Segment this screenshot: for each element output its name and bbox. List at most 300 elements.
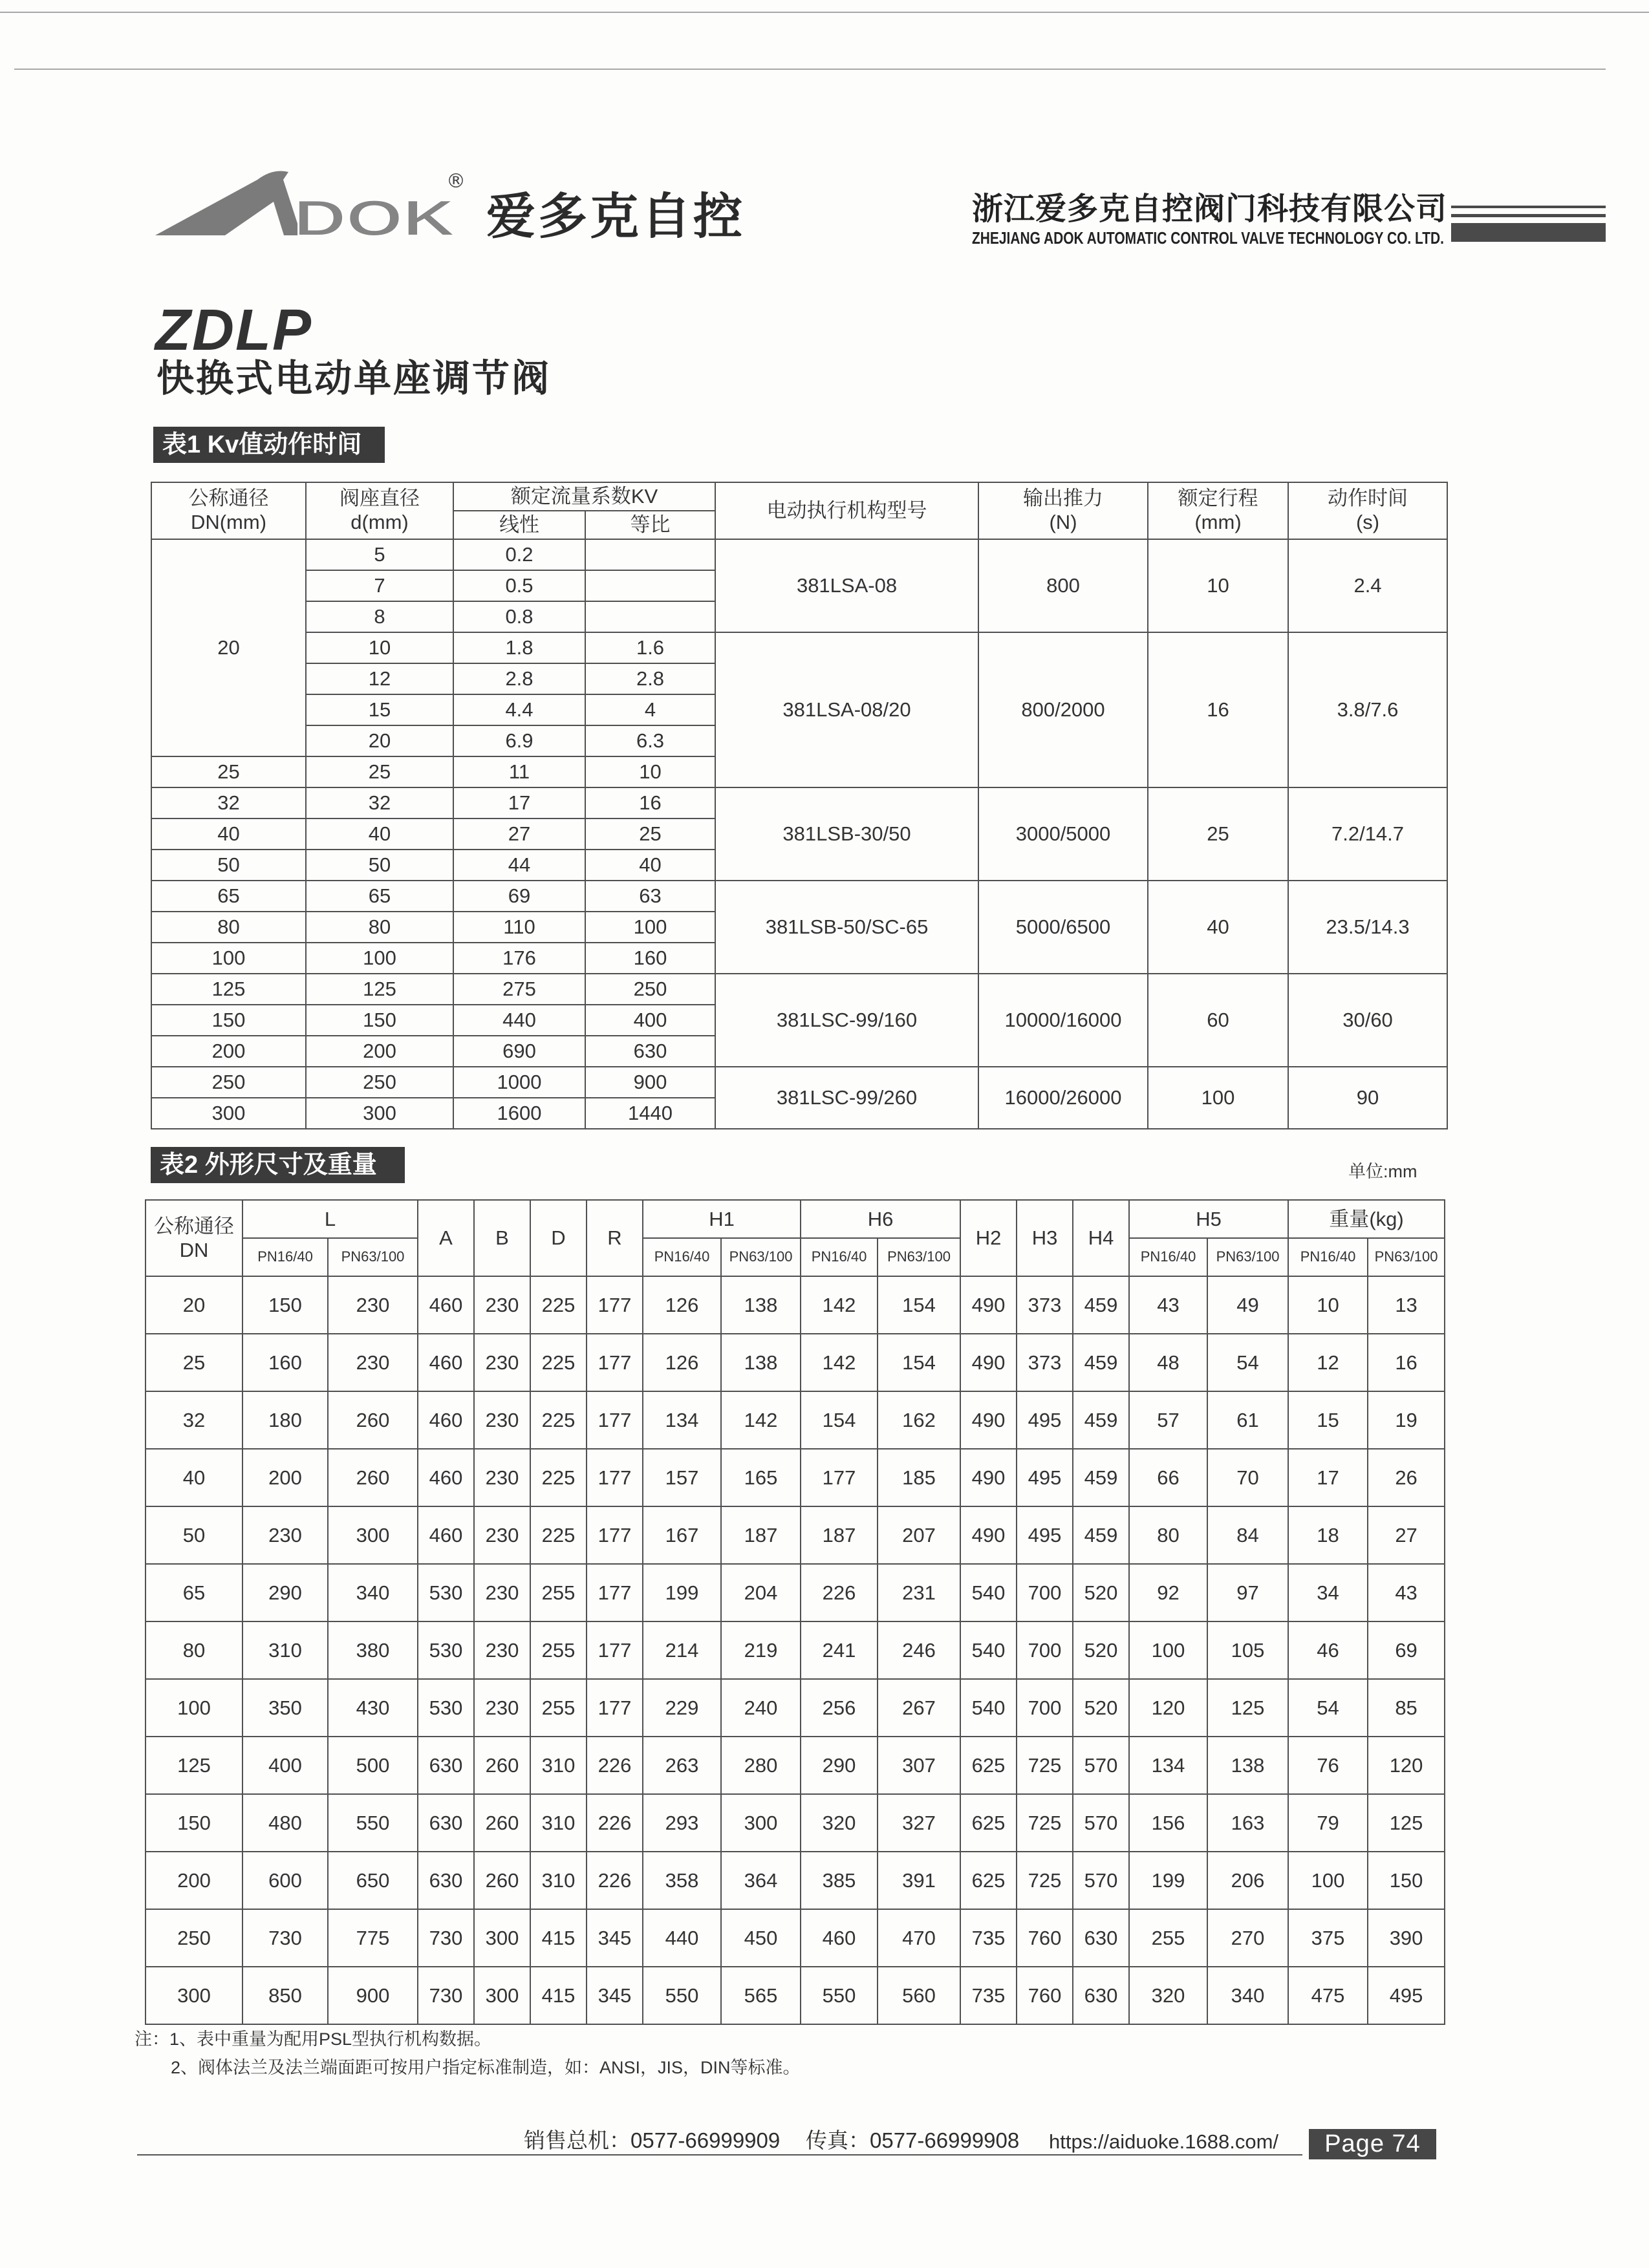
cell-h5-pn16-40: 255 bbox=[1129, 1909, 1207, 1967]
cell-h6-pn63-100: 154 bbox=[878, 1334, 960, 1391]
cell-b: 230 bbox=[474, 1564, 530, 1621]
cell-h1-pn63-100: 364 bbox=[721, 1852, 801, 1909]
header-nominal-diameter-text: DN bbox=[179, 1239, 209, 1261]
kv-linear-cell: 0.2 bbox=[453, 539, 585, 570]
seat-diameter-cell: 15 bbox=[306, 694, 453, 725]
cell-h2: 625 bbox=[960, 1794, 1017, 1852]
cell-weight-pn63-100: 19 bbox=[1368, 1391, 1445, 1449]
cell-l-pn63-100: 500 bbox=[328, 1737, 418, 1794]
kv-linear-cell: 4.4 bbox=[453, 694, 585, 725]
action-time-cell: 30/60 bbox=[1288, 974, 1447, 1067]
cell-l-pn16-40: 150 bbox=[242, 1276, 328, 1334]
company-name-en-block bbox=[972, 228, 1447, 248]
cell-l-pn16-40: 290 bbox=[242, 1564, 328, 1621]
cell-h2: 625 bbox=[960, 1737, 1017, 1794]
cell-h2: 490 bbox=[960, 1449, 1017, 1506]
seat-diameter-cell: 10 bbox=[306, 632, 453, 663]
cell-h5-pn16-40: 43 bbox=[1129, 1276, 1207, 1334]
cell-h5-pn16-40: 120 bbox=[1129, 1679, 1207, 1737]
header-dimension-r-text: R bbox=[607, 1226, 622, 1250]
seat-diameter-cell: 200 bbox=[306, 1036, 453, 1067]
table2-row bbox=[146, 1506, 1445, 1564]
cell-weight-pn16-40: 46 bbox=[1288, 1621, 1368, 1679]
cell-h2: 490 bbox=[960, 1506, 1017, 1564]
cell-h6-pn16-40: 241 bbox=[801, 1621, 878, 1679]
cell-r: 345 bbox=[587, 1909, 643, 1967]
cell-h4: 630 bbox=[1073, 1967, 1129, 2024]
cell-h5-pn63-100: 163 bbox=[1207, 1794, 1288, 1852]
cell-r: 177 bbox=[587, 1679, 643, 1737]
cell-h6-pn16-40: 290 bbox=[801, 1737, 878, 1794]
seat-diameter-cell: 5 bbox=[306, 539, 453, 570]
registered-mark: ® bbox=[446, 170, 466, 193]
cell-h5-pn16-40: 320 bbox=[1129, 1967, 1207, 2024]
cell-dn: 150 bbox=[146, 1794, 242, 1852]
cell-weight-pn16-40: 10 bbox=[1288, 1276, 1368, 1334]
header-nominal-diameter bbox=[146, 1200, 242, 1276]
cell-r: 226 bbox=[587, 1794, 643, 1852]
cell-b: 260 bbox=[474, 1852, 530, 1909]
header-height-h2 bbox=[960, 1200, 1017, 1276]
cell-r: 177 bbox=[587, 1621, 643, 1679]
unit-note: 单位:mm bbox=[1348, 1162, 1417, 1181]
cell-l-pn16-40: 600 bbox=[242, 1852, 328, 1909]
cell-h5-pn63-100: 97 bbox=[1207, 1564, 1288, 1621]
table2-row bbox=[146, 1794, 1445, 1852]
cell-h2: 540 bbox=[960, 1621, 1017, 1679]
rated-stroke-cell: 100 bbox=[1148, 1067, 1288, 1129]
nominal-diameter-cell: 32 bbox=[151, 787, 306, 818]
header-height-h1 bbox=[643, 1200, 801, 1238]
kv-equal-percentage-cell: 10 bbox=[585, 756, 715, 787]
header-height-h1-pn16-40: PN16/40 bbox=[643, 1238, 721, 1276]
cell-weight-pn63-100: 495 bbox=[1368, 1967, 1445, 2024]
cell-h6-pn63-100: 470 bbox=[878, 1909, 960, 1967]
header-dimension-a bbox=[418, 1200, 474, 1276]
cell-h5-pn63-100: 54 bbox=[1207, 1334, 1288, 1391]
cell-h1-pn16-40: 157 bbox=[643, 1449, 721, 1506]
header-seat-diameter-unit: d(mm) bbox=[350, 511, 409, 533]
seat-diameter-cell: 80 bbox=[306, 912, 453, 943]
cell-h4: 459 bbox=[1073, 1449, 1129, 1506]
cell-h6-pn16-40: 256 bbox=[801, 1679, 878, 1737]
header-kv-equal-percentage: 等比 bbox=[585, 511, 715, 539]
header-rated-kv: 额定流量系数KV bbox=[453, 482, 715, 511]
rated-stroke-cell: 60 bbox=[1148, 974, 1288, 1067]
table1-row bbox=[151, 1067, 1447, 1098]
cell-l-pn16-40: 160 bbox=[242, 1334, 328, 1391]
header-rule-thick bbox=[1451, 223, 1606, 242]
cell-dn: 65 bbox=[146, 1564, 242, 1621]
cell-h6-pn16-40: 320 bbox=[801, 1794, 878, 1852]
cell-dn: 100 bbox=[146, 1679, 242, 1737]
action-time-cell: 90 bbox=[1288, 1067, 1447, 1129]
cell-r: 177 bbox=[587, 1449, 643, 1506]
action-time-cell: 7.2/14.7 bbox=[1288, 787, 1447, 881]
nominal-diameter-cell: 40 bbox=[151, 818, 306, 850]
cell-a: 460 bbox=[418, 1334, 474, 1391]
rated-stroke-cell: 10 bbox=[1148, 539, 1288, 632]
cell-h4: 520 bbox=[1073, 1621, 1129, 1679]
cell-dn: 250 bbox=[146, 1909, 242, 1967]
header-height-h5-pn63-100: PN63/100 bbox=[1207, 1238, 1288, 1276]
kv-equal-percentage-cell: 2.8 bbox=[585, 663, 715, 694]
cell-h3: 760 bbox=[1017, 1909, 1073, 1967]
cell-h6-pn16-40: 550 bbox=[801, 1967, 878, 2024]
nominal-diameter-cell: 200 bbox=[151, 1036, 306, 1067]
cell-h5-pn63-100: 138 bbox=[1207, 1737, 1288, 1794]
header-output-thrust bbox=[978, 482, 1148, 539]
kv-linear-cell: 17 bbox=[453, 787, 585, 818]
cell-h5-pn16-40: 199 bbox=[1129, 1852, 1207, 1909]
table2-subheader-row bbox=[146, 1238, 1445, 1276]
cell-weight-pn16-40: 12 bbox=[1288, 1334, 1368, 1391]
cell-l-pn63-100: 775 bbox=[328, 1909, 418, 1967]
cell-weight-pn63-100: 125 bbox=[1368, 1794, 1445, 1852]
kv-equal-percentage-cell bbox=[585, 601, 715, 632]
cell-l-pn63-100: 900 bbox=[328, 1967, 418, 2024]
cell-h1-pn16-40: 440 bbox=[643, 1909, 721, 1967]
cell-b: 260 bbox=[474, 1737, 530, 1794]
actuator-model-cell: 381LSA-08/20 bbox=[715, 632, 978, 787]
actuator-model-cell: 381LSC-99/260 bbox=[715, 1067, 978, 1129]
kv-equal-percentage-cell: 40 bbox=[585, 850, 715, 881]
kv-linear-cell: 69 bbox=[453, 881, 585, 912]
cell-h3: 700 bbox=[1017, 1679, 1073, 1737]
table1-row bbox=[151, 632, 1447, 663]
nominal-diameter-cell: 50 bbox=[151, 850, 306, 881]
cell-h5-pn63-100: 84 bbox=[1207, 1506, 1288, 1564]
cell-weight-pn16-40: 375 bbox=[1288, 1909, 1368, 1967]
cell-dn: 300 bbox=[146, 1967, 242, 2024]
cell-h3: 725 bbox=[1017, 1737, 1073, 1794]
cell-weight-pn63-100: 26 bbox=[1368, 1449, 1445, 1506]
table2-row bbox=[146, 1391, 1445, 1449]
cell-h1-pn16-40: 126 bbox=[643, 1334, 721, 1391]
cell-h4: 520 bbox=[1073, 1564, 1129, 1621]
header-weight-text: 重量(kg) bbox=[1329, 1207, 1404, 1230]
logo-letters: DOK bbox=[294, 189, 455, 246]
cell-b: 230 bbox=[474, 1391, 530, 1449]
table1-label: 表1 Kv值动作时间 bbox=[153, 427, 385, 463]
cell-d: 310 bbox=[530, 1794, 587, 1852]
rated-stroke-cell: 25 bbox=[1148, 787, 1288, 881]
nominal-diameter-cell: 80 bbox=[151, 912, 306, 943]
cell-b: 300 bbox=[474, 1967, 530, 2024]
cell-h1-pn16-40: 229 bbox=[643, 1679, 721, 1737]
cell-h3: 700 bbox=[1017, 1564, 1073, 1621]
cell-d: 255 bbox=[530, 1621, 587, 1679]
cell-h6-pn63-100: 207 bbox=[878, 1506, 960, 1564]
product-model: ZDLP bbox=[155, 298, 312, 363]
cell-h5-pn16-40: 80 bbox=[1129, 1506, 1207, 1564]
kv-linear-cell: 1600 bbox=[453, 1098, 585, 1129]
header-dimension-d-text: D bbox=[551, 1226, 566, 1250]
header-height-h6-pn63-100: PN63/100 bbox=[878, 1238, 960, 1276]
cell-weight-pn63-100: 120 bbox=[1368, 1737, 1445, 1794]
cell-b: 230 bbox=[474, 1679, 530, 1737]
cell-h5-pn16-40: 92 bbox=[1129, 1564, 1207, 1621]
nominal-diameter-cell: 65 bbox=[151, 881, 306, 912]
kv-linear-cell: 690 bbox=[453, 1036, 585, 1067]
cell-h6-pn63-100: 154 bbox=[878, 1276, 960, 1334]
table2-row bbox=[146, 1276, 1445, 1334]
cell-h1-pn63-100: 187 bbox=[721, 1506, 801, 1564]
cell-h4: 570 bbox=[1073, 1852, 1129, 1909]
cell-h6-pn16-40: 460 bbox=[801, 1909, 878, 1967]
seat-diameter-cell: 50 bbox=[306, 850, 453, 881]
footer-url: https://aiduoke.1688.com/ bbox=[1049, 2130, 1279, 2153]
header-height-h6-pn16-40: PN16/40 bbox=[801, 1238, 878, 1276]
rated-stroke-cell: 40 bbox=[1148, 881, 1288, 974]
cell-h5-pn63-100: 206 bbox=[1207, 1852, 1288, 1909]
nominal-diameter-cell: 300 bbox=[151, 1098, 306, 1129]
actuator-model-cell: 381LSC-99/160 bbox=[715, 974, 978, 1067]
table2-row bbox=[146, 1909, 1445, 1967]
cell-d: 225 bbox=[530, 1449, 587, 1506]
cell-h2: 540 bbox=[960, 1679, 1017, 1737]
seat-diameter-cell: 125 bbox=[306, 974, 453, 1005]
cell-weight-pn63-100: 27 bbox=[1368, 1506, 1445, 1564]
cell-d: 225 bbox=[530, 1334, 587, 1391]
cell-h3: 495 bbox=[1017, 1449, 1073, 1506]
cell-weight-pn16-40: 475 bbox=[1288, 1967, 1368, 2024]
cell-a: 460 bbox=[418, 1391, 474, 1449]
cell-d: 255 bbox=[530, 1679, 587, 1737]
header-seat-diameter-cn: 阀座直径 bbox=[339, 487, 420, 510]
cell-h5-pn16-40: 134 bbox=[1129, 1737, 1207, 1794]
header-kv-linear: 线性 bbox=[453, 511, 585, 539]
cell-h5-pn63-100: 49 bbox=[1207, 1276, 1288, 1334]
kv-linear-cell: 1.8 bbox=[453, 632, 585, 663]
cell-h1-pn63-100: 240 bbox=[721, 1679, 801, 1737]
table2-row bbox=[146, 1449, 1445, 1506]
cell-d: 415 bbox=[530, 1909, 587, 1967]
cell-h6-pn63-100: 307 bbox=[878, 1737, 960, 1794]
cell-h2: 540 bbox=[960, 1564, 1017, 1621]
kv-action-time-table bbox=[151, 482, 1448, 1129]
cell-h5-pn16-40: 66 bbox=[1129, 1449, 1207, 1506]
header-nominal-diameter-unit: DN(mm) bbox=[190, 511, 267, 533]
output-thrust-cell: 3000/5000 bbox=[978, 787, 1148, 881]
kv-linear-cell: 0.8 bbox=[453, 601, 585, 632]
table2-row bbox=[146, 1679, 1445, 1737]
cell-l-pn16-40: 480 bbox=[242, 1794, 328, 1852]
cell-l-pn16-40: 350 bbox=[242, 1679, 328, 1737]
seat-diameter-cell: 150 bbox=[306, 1005, 453, 1036]
kv-linear-cell: 0.5 bbox=[453, 570, 585, 601]
cell-h6-pn16-40: 154 bbox=[801, 1391, 878, 1449]
cell-a: 630 bbox=[418, 1737, 474, 1794]
seat-diameter-cell: 300 bbox=[306, 1098, 453, 1129]
kv-equal-percentage-cell: 400 bbox=[585, 1005, 715, 1036]
cell-h3: 373 bbox=[1017, 1276, 1073, 1334]
cell-a: 530 bbox=[418, 1679, 474, 1737]
cell-l-pn63-100: 550 bbox=[328, 1794, 418, 1852]
output-thrust-cell: 5000/6500 bbox=[978, 881, 1148, 974]
kv-linear-cell: 176 bbox=[453, 943, 585, 974]
cell-h6-pn63-100: 327 bbox=[878, 1794, 960, 1852]
header-height-h5-pn16-40: PN16/40 bbox=[1129, 1238, 1207, 1276]
cell-dn: 25 bbox=[146, 1334, 242, 1391]
actuator-model-cell: 381LSB-30/50 bbox=[715, 787, 978, 881]
cell-d: 225 bbox=[530, 1391, 587, 1449]
cell-h5-pn63-100: 340 bbox=[1207, 1967, 1288, 2024]
table1-header bbox=[151, 482, 1447, 539]
cell-l-pn63-100: 380 bbox=[328, 1621, 418, 1679]
cell-weight-pn16-40: 100 bbox=[1288, 1852, 1368, 1909]
cell-a: 530 bbox=[418, 1621, 474, 1679]
nominal-diameter-cell: 250 bbox=[151, 1067, 306, 1098]
cell-b: 230 bbox=[474, 1621, 530, 1679]
actuator-model-cell: 381LSB-50/SC-65 bbox=[715, 881, 978, 974]
kv-linear-cell: 11 bbox=[453, 756, 585, 787]
cell-b: 230 bbox=[474, 1449, 530, 1506]
table2-header bbox=[146, 1200, 1445, 1276]
action-time-cell: 3.8/7.6 bbox=[1288, 632, 1447, 787]
table2-row bbox=[146, 1564, 1445, 1621]
cell-h6-pn16-40: 187 bbox=[801, 1506, 878, 1564]
header-height-h6-text: H6 bbox=[867, 1207, 894, 1230]
cell-l-pn16-40: 310 bbox=[242, 1621, 328, 1679]
header-nominal-diameter bbox=[151, 482, 306, 539]
cell-h1-pn16-40: 199 bbox=[643, 1564, 721, 1621]
cell-weight-pn16-40: 34 bbox=[1288, 1564, 1368, 1621]
seat-diameter-cell: 250 bbox=[306, 1067, 453, 1098]
seat-diameter-cell: 12 bbox=[306, 663, 453, 694]
page-number-badge: Page 74 bbox=[1309, 2129, 1436, 2159]
cell-h4: 630 bbox=[1073, 1909, 1129, 1967]
header-height-h1-text: H1 bbox=[709, 1207, 735, 1230]
kv-equal-percentage-cell: 1440 bbox=[585, 1098, 715, 1129]
kv-equal-percentage-cell: 100 bbox=[585, 912, 715, 943]
cell-r: 177 bbox=[587, 1506, 643, 1564]
cell-l-pn63-100: 230 bbox=[328, 1276, 418, 1334]
header-height-h3-text: H3 bbox=[1031, 1226, 1058, 1250]
seat-diameter-cell: 40 bbox=[306, 818, 453, 850]
cell-h6-pn16-40: 142 bbox=[801, 1334, 878, 1391]
seat-diameter-cell: 20 bbox=[306, 725, 453, 756]
cell-r: 226 bbox=[587, 1852, 643, 1909]
output-thrust-cell: 800 bbox=[978, 539, 1148, 632]
table2-row bbox=[146, 1852, 1445, 1909]
table2-row bbox=[146, 1737, 1445, 1794]
cell-h4: 459 bbox=[1073, 1276, 1129, 1334]
cell-h1-pn16-40: 214 bbox=[643, 1621, 721, 1679]
cell-weight-pn16-40: 15 bbox=[1288, 1391, 1368, 1449]
table2-row bbox=[146, 1621, 1445, 1679]
header-length-l bbox=[242, 1200, 418, 1238]
header-actuator-model: 电动执行机构型号 bbox=[715, 482, 978, 539]
cell-h6-pn16-40: 142 bbox=[801, 1276, 878, 1334]
header-dimension-d bbox=[530, 1200, 587, 1276]
kv-equal-percentage-cell bbox=[585, 570, 715, 601]
kv-equal-percentage-cell: 900 bbox=[585, 1067, 715, 1098]
cell-dn: 20 bbox=[146, 1276, 242, 1334]
cell-h1-pn63-100: 565 bbox=[721, 1967, 801, 2024]
cell-weight-pn16-40: 76 bbox=[1288, 1737, 1368, 1794]
product-name: 快换式电动单座调节阀 bbox=[156, 358, 552, 400]
nominal-diameter-cell: 20 bbox=[151, 539, 306, 756]
cell-h5-pn63-100: 270 bbox=[1207, 1909, 1288, 1967]
cell-h1-pn63-100: 138 bbox=[721, 1334, 801, 1391]
kv-equal-percentage-cell: 16 bbox=[585, 787, 715, 818]
cell-h5-pn16-40: 48 bbox=[1129, 1334, 1207, 1391]
cell-weight-pn63-100: 13 bbox=[1368, 1276, 1445, 1334]
cell-weight-pn16-40: 17 bbox=[1288, 1449, 1368, 1506]
company-name-cn: 浙江爱多克自控阀门科技有限公司 bbox=[972, 192, 1448, 226]
cell-d: 310 bbox=[530, 1737, 587, 1794]
cell-weight-pn63-100: 69 bbox=[1368, 1621, 1445, 1679]
kv-equal-percentage-cell: 250 bbox=[585, 974, 715, 1005]
cell-l-pn63-100: 650 bbox=[328, 1852, 418, 1909]
cell-a: 630 bbox=[418, 1794, 474, 1852]
table1-body bbox=[151, 539, 1447, 1129]
cell-h6-pn63-100: 162 bbox=[878, 1391, 960, 1449]
cell-l-pn63-100: 260 bbox=[328, 1449, 418, 1506]
cell-h2: 490 bbox=[960, 1391, 1017, 1449]
cell-h1-pn63-100: 219 bbox=[721, 1621, 801, 1679]
cell-h5-pn63-100: 61 bbox=[1207, 1391, 1288, 1449]
cell-l-pn16-40: 180 bbox=[242, 1391, 328, 1449]
table1-row bbox=[151, 881, 1447, 912]
kv-equal-percentage-cell: 6.3 bbox=[585, 725, 715, 756]
actuator-model-cell: 381LSA-08 bbox=[715, 539, 978, 632]
header-rated-stroke bbox=[1148, 482, 1288, 539]
cell-h6-pn63-100: 267 bbox=[878, 1679, 960, 1737]
cell-h6-pn16-40: 226 bbox=[801, 1564, 878, 1621]
cell-h1-pn16-40: 263 bbox=[643, 1737, 721, 1794]
company-name-en: ZHEJIANG ADOK AUTOMATIC CONTROL VALVE TECHNOLOGY CO. LTD. bbox=[972, 228, 1444, 248]
header-height-h4-text: H4 bbox=[1088, 1226, 1114, 1250]
footer-fax: 传真：0577-66999908 bbox=[806, 2128, 1020, 2152]
cell-h4: 520 bbox=[1073, 1679, 1129, 1737]
cell-a: 630 bbox=[418, 1852, 474, 1909]
cell-h1-pn16-40: 126 bbox=[643, 1276, 721, 1334]
header-rule-thin-2 bbox=[1451, 214, 1606, 217]
output-thrust-cell: 16000/26000 bbox=[978, 1067, 1148, 1129]
header-weight-pn16-40: PN16/40 bbox=[1288, 1238, 1368, 1276]
cell-h5-pn16-40: 57 bbox=[1129, 1391, 1207, 1449]
cell-l-pn63-100: 300 bbox=[328, 1506, 418, 1564]
cell-h6-pn16-40: 177 bbox=[801, 1449, 878, 1506]
table1-row bbox=[151, 539, 1447, 570]
logo-a-swoosh bbox=[155, 171, 301, 236]
cell-h2: 490 bbox=[960, 1334, 1017, 1391]
header-action-time bbox=[1288, 482, 1447, 539]
table1-row bbox=[151, 974, 1447, 1005]
cell-dn: 80 bbox=[146, 1621, 242, 1679]
cell-h4: 570 bbox=[1073, 1737, 1129, 1794]
cell-d: 415 bbox=[530, 1967, 587, 2024]
cell-h4: 459 bbox=[1073, 1391, 1129, 1449]
cell-h3: 725 bbox=[1017, 1794, 1073, 1852]
cell-h6-pn63-100: 231 bbox=[878, 1564, 960, 1621]
seat-diameter-cell: 100 bbox=[306, 943, 453, 974]
table2-row bbox=[146, 1967, 1445, 2024]
header-height-h2-text: H2 bbox=[975, 1226, 1002, 1250]
kv-equal-percentage-cell: 63 bbox=[585, 881, 715, 912]
cell-h1-pn63-100: 280 bbox=[721, 1737, 801, 1794]
output-thrust-cell: 10000/16000 bbox=[978, 974, 1148, 1067]
kv-linear-cell: 110 bbox=[453, 912, 585, 943]
adok-logo bbox=[155, 167, 459, 246]
header-weight-pn63-100: PN63/100 bbox=[1368, 1238, 1445, 1276]
cell-h2: 735 bbox=[960, 1967, 1017, 2024]
cell-a: 460 bbox=[418, 1276, 474, 1334]
seat-diameter-cell: 25 bbox=[306, 756, 453, 787]
cell-h1-pn63-100: 142 bbox=[721, 1391, 801, 1449]
